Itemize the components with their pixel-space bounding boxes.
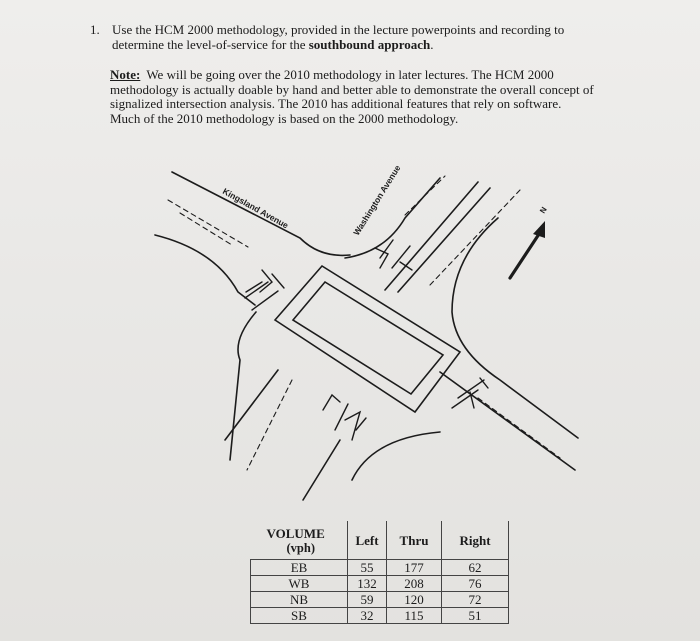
table-row [251, 608, 509, 624]
cell-left: 59 [348, 592, 387, 608]
question-line-2-post: . [430, 37, 434, 52]
row-label: SB [251, 608, 348, 624]
note-line-1: We will be going over the 2010 methodology in later lectures. The HCM 2000 [146, 67, 554, 82]
col-thru: Thru [387, 521, 442, 560]
note-line-4: Much of the 2010 methodology is based on the 2000 methodology. [110, 110, 459, 126]
south-road-edge [352, 432, 440, 480]
southwest-dashed [247, 380, 292, 470]
question-text [112, 22, 632, 52]
question-line-1: Use the HCM 2000 methodology, provided in the lecture powerpoints and recording to [112, 22, 565, 37]
table-row [251, 576, 509, 592]
volume-table [250, 521, 509, 624]
southwest-edge [230, 312, 256, 460]
intersection-inner-box [293, 282, 443, 394]
kingsland-lane-line [180, 213, 232, 245]
table-row [251, 560, 509, 576]
north-label: N [538, 205, 549, 216]
volume-header-main: VOLUME [266, 526, 325, 541]
note-paragraph [110, 68, 650, 126]
cell-right: 51 [442, 608, 509, 624]
row-label: NB [251, 592, 348, 608]
cell-thru: 208 [387, 576, 442, 592]
north-arrow-icon [510, 221, 545, 278]
east-road-north-edge [452, 218, 578, 438]
table-row [251, 592, 509, 608]
question-line-2-bold: southbound approach [308, 37, 431, 52]
note-line-2: methodology is actually doable by hand and better able to demonstrate the overall concept of [110, 81, 594, 97]
intersection-outer-box [275, 266, 460, 412]
question-number: 1. [90, 22, 100, 37]
volume-header-unit: (vph) [286, 541, 315, 555]
nb-lane-arrows-icon [323, 395, 366, 440]
row-label: EB [251, 560, 348, 576]
eb-lane-arrows-icon [245, 270, 284, 310]
col-left: Left [348, 521, 387, 560]
cell-right: 76 [442, 576, 509, 592]
volume-header [251, 521, 348, 560]
kingsland-centerline [168, 200, 248, 247]
southwest-edge-2 [225, 370, 278, 440]
question-line-2-pre: determine the level-of-service for the [112, 37, 309, 52]
washington-label: Washington Avenue [351, 163, 403, 238]
row-label: WB [251, 576, 348, 592]
south-road-line-1 [303, 440, 340, 500]
col-right: Right [442, 521, 509, 560]
cell-thru: 120 [387, 592, 442, 608]
washington-median-1 [385, 182, 478, 290]
kingsland-label: Kingsland Avenue [221, 186, 291, 231]
east-road-dashed [478, 398, 560, 458]
cell-left: 32 [348, 608, 387, 624]
cell-right: 62 [442, 560, 509, 576]
cell-right: 72 [442, 592, 509, 608]
kingsland-south-edge [155, 235, 255, 305]
note-label: Note: [110, 67, 141, 82]
cell-thru: 177 [387, 560, 442, 576]
washington-dashed-2 [405, 176, 445, 215]
note-line-3: signalized intersection analysis. The 2010 has additional features that rely on software. [110, 96, 562, 111]
cell-thru: 115 [387, 608, 442, 624]
cell-left: 132 [348, 576, 387, 592]
cell-left: 55 [348, 560, 387, 576]
intersection-diagram [0, 150, 700, 520]
